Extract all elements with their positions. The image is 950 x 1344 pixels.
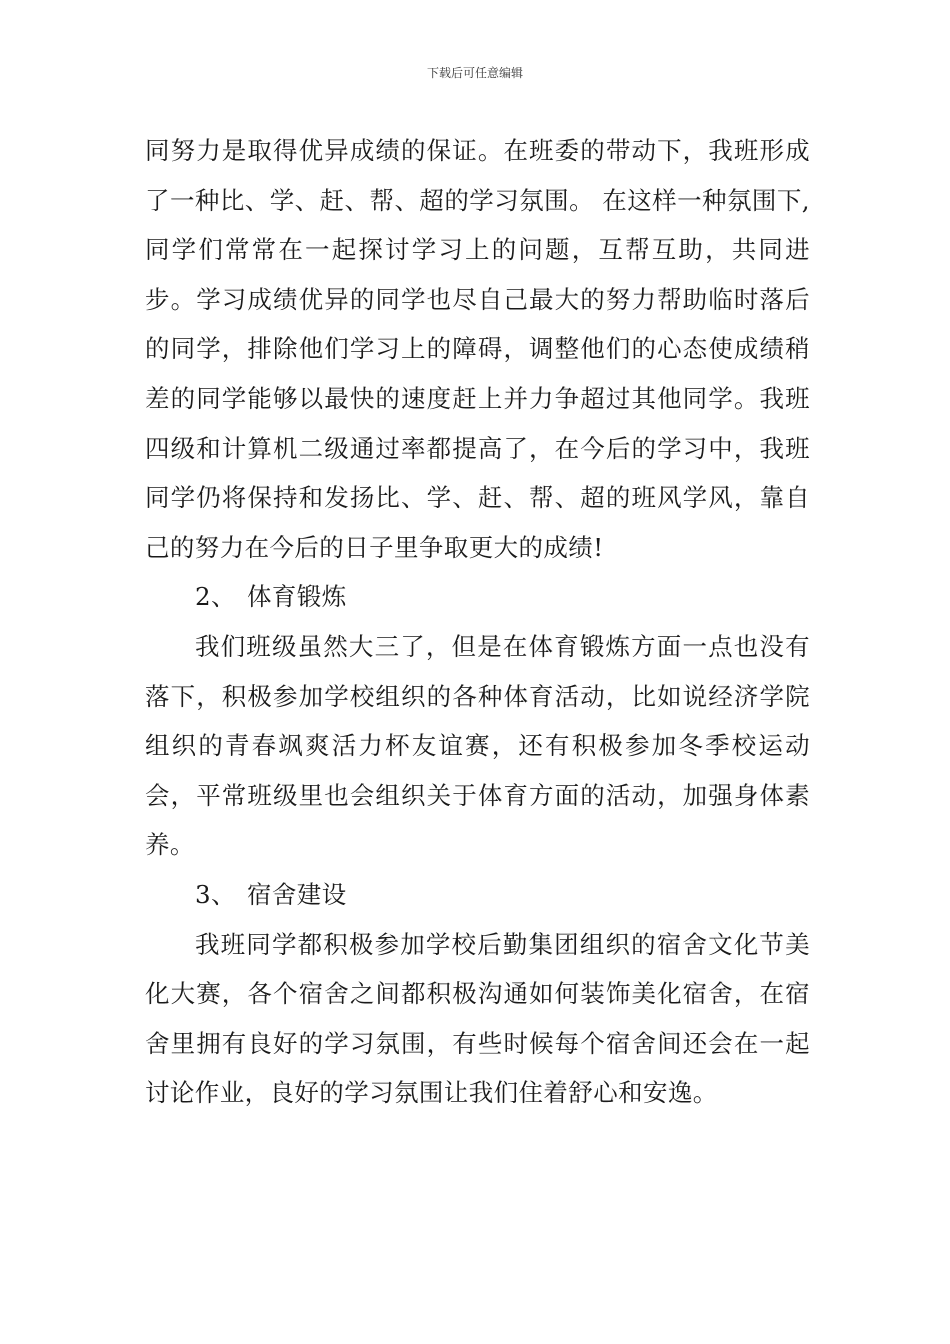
paragraph-dormitory: 我班同学都积极参加学校后勤集团组织的宿舍文化节美化大赛，各个宿舍之间都积极沟通如何装饰美化宿舍，在宿舍里拥有良好的学习氛围，有些时候每个宿舍间还会在一起讨论作业，良好的学习氛围让我们住着舒心和安逸。 (145, 929, 810, 1108)
section-heading-sports (145, 572, 810, 622)
section-title: 宿舍建设 (247, 879, 347, 909)
section-number: 2、 (195, 582, 236, 612)
section-number: 3、 (195, 879, 236, 909)
document-body (145, 126, 810, 1118)
header-note: 下载后可任意编辑 (426, 66, 523, 80)
paragraph-sports: 我们班级虽然大三了，但是在体育锻炼方面一点也没有落下，积极参加学校组织的各种体育活动，比如说经济学院组织的青春飒爽活力杯友谊赛，还有积极参加冬季校运动会，平常班级里也会组织关于体育方面的活动，加强身体素养。 (145, 631, 810, 860)
section-heading-dormitory (145, 870, 810, 920)
paragraph-continuation: 同努力是取得优异成绩的保证。在班委的带动下，我班形成了一种比、学、赶、帮、超的学习氛围。 在这样一种氛围下,同学们常常在一起探讨学习上的问题，互帮互助，共同进步。学习成绩优异的同学也尽自己最大的努力帮助临时落后的同学，排除他们学习上的障碍，调整他们的心态使成绩稍差的同学能够以最快的速度赶上并力争超过其他同学。我班四级和计算机二级通过率都提高了，在今后的学习中，我班同学仍将保持和发扬比、学、赶、帮、超的班风学风，靠自己的努力在今后的日子里争取更大的成绩! (145, 136, 810, 562)
section-title: 体育锻炼 (247, 582, 347, 612)
